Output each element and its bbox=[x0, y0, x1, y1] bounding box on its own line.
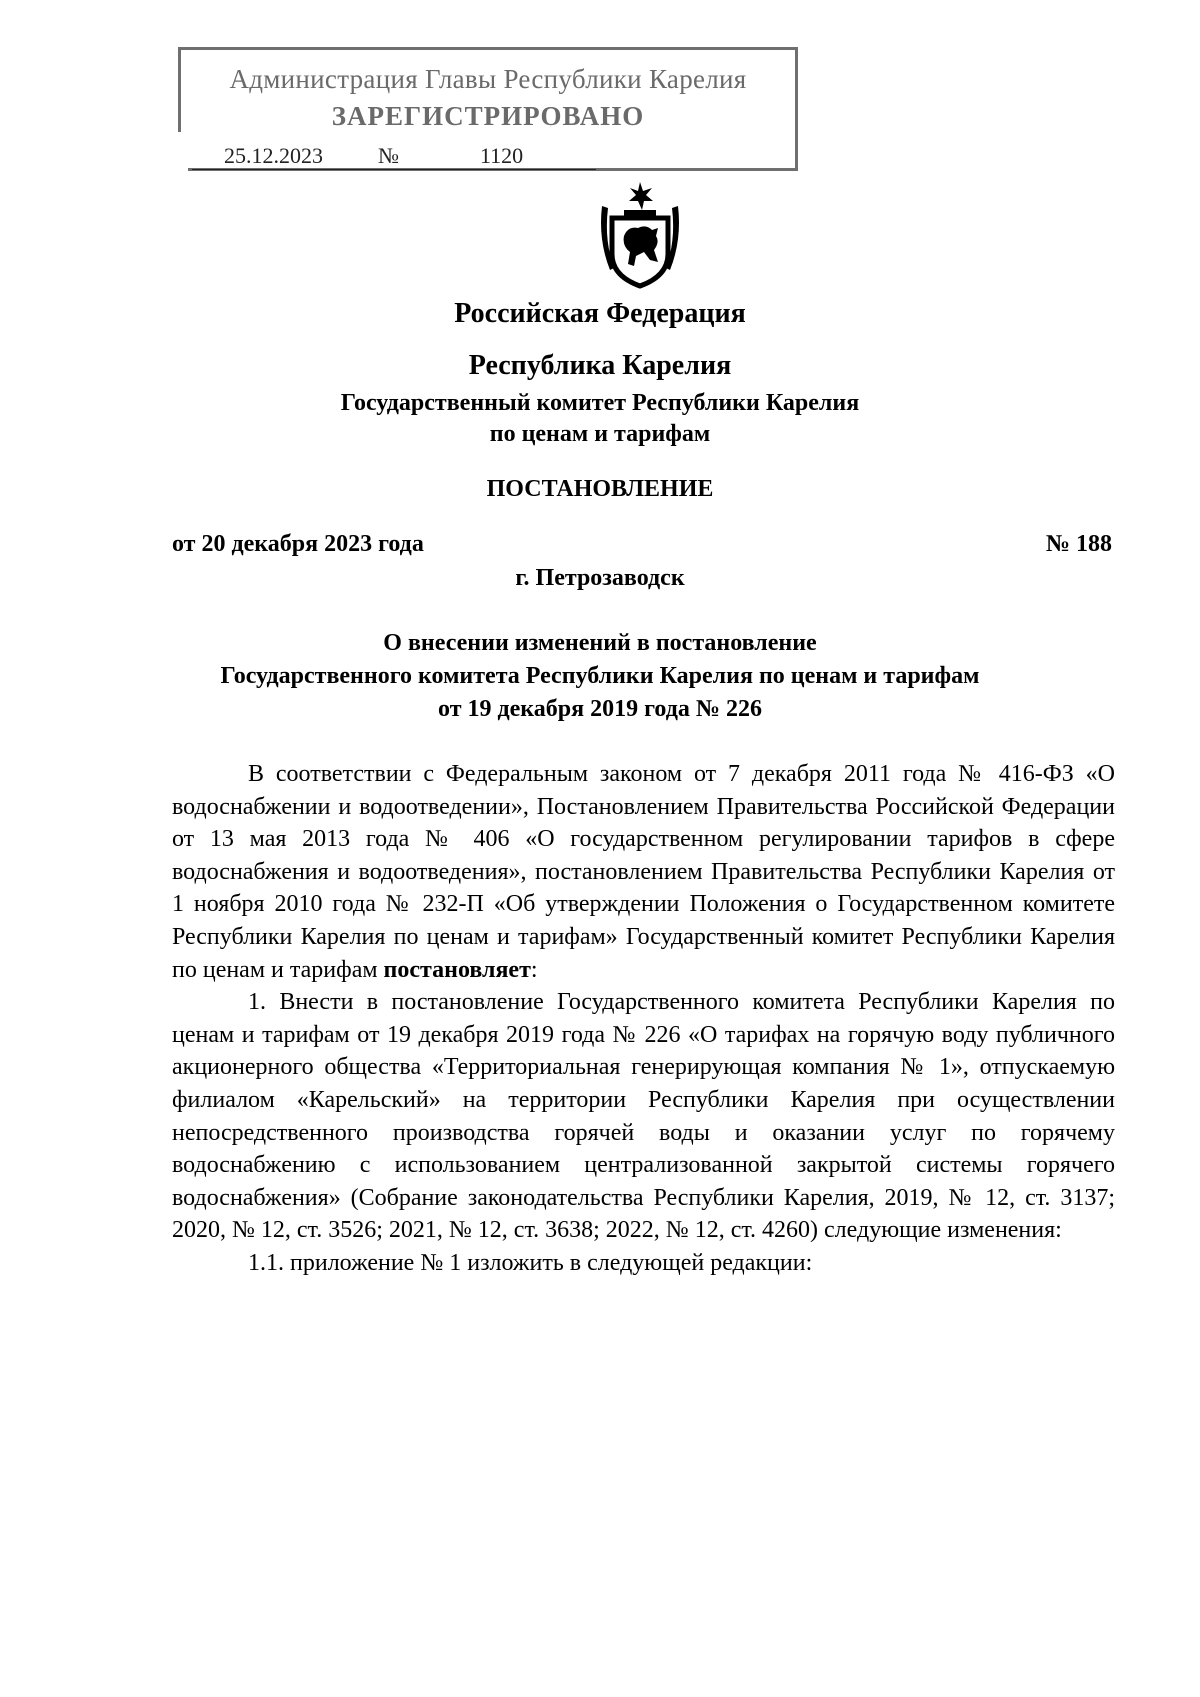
stamp-date: 25.12.2023 bbox=[224, 143, 323, 168]
stamp-number-sign: № bbox=[378, 143, 399, 168]
header-republic: Республика Карелия bbox=[468, 350, 732, 381]
stamp-gap bbox=[172, 132, 188, 176]
doc-number: № 188 bbox=[1045, 531, 1112, 557]
doc-type: ПОСТАНОВЛЕНИЕ bbox=[486, 476, 714, 502]
title-line1: О внесении изменений в постановление bbox=[383, 630, 817, 656]
header-committee-line1: Государственный комитет Республики Карелия bbox=[340, 390, 860, 416]
header-country: Российская Федерация bbox=[454, 298, 746, 329]
stamp-underline bbox=[192, 169, 596, 170]
preamble-colon: : bbox=[530, 956, 538, 983]
stamp-status: ЗАРЕГИСТРИРОВАНО bbox=[331, 101, 645, 131]
preamble-decision: постановляет bbox=[383, 956, 531, 983]
stamp-number: 1120 bbox=[480, 143, 524, 168]
stamp-organization: Администрация Главы Республики Карелия bbox=[229, 64, 747, 94]
item-1-paragraph: 1. Внести в постановление Государственного комитета Республики Карелия по ценам и тарифам от 19 декабря 2019 года № 226 «О тарифах на горячую воду публичного акционерного общества «Территориальная генерирующая компания № 1», отпускаемую филиалом «Карельский» на территории Республики Карелия при осуществлении непосредственного производства горячей воды и оказании услуг по горячему водоснабжению с использованием централизованной закрытой системы горячего водоснабжения» (Собрание законодательства Республики Карелия, 2019, № 12, ст. 3137; 2020, № 12, ст. 3526; 2021, № 12, ст. 3638; 2022, № 12, ст. 4260) следующие изменения: bbox=[172, 989, 1115, 1244]
title-line2: Государственного комитета Республики Карелия по ценам и тарифам bbox=[220, 663, 980, 689]
coat-of-arms-icon bbox=[594, 180, 686, 292]
doc-date: от 20 декабря 2023 года bbox=[172, 531, 424, 557]
body-text bbox=[172, 758, 1115, 1280]
preamble-paragraph bbox=[172, 758, 1115, 986]
item-1-1-paragraph: 1.1. приложение № 1 изложить в следующей редакции: bbox=[248, 1249, 813, 1276]
header-committee-line2: по ценам и тарифам bbox=[489, 421, 711, 447]
stamp-registration-row bbox=[192, 143, 602, 173]
preamble-text: В соответствии с Федеральным законом от 7 декабря 2011 года № 416-ФЗ «О водоснабжении и водоотведении», Постановлением Правительства Российской Федерации от 13 мая 2013 года № 406 «О государственном регулировании тарифов в сфере водоснабжения и водоотведения», постановлением Правительства Республики Карелия от 1 ноября 2010 года № 232-П «Об утверждении Положения о Государственном комитете Республики Карелия по ценам и тарифам» Государственный комитет Республики Карелия по ценам и тарифам bbox=[172, 761, 1115, 983]
doc-city: г. Петрозаводск bbox=[515, 565, 685, 591]
title-line3: от 19 декабря 2019 года № 226 bbox=[438, 696, 762, 722]
